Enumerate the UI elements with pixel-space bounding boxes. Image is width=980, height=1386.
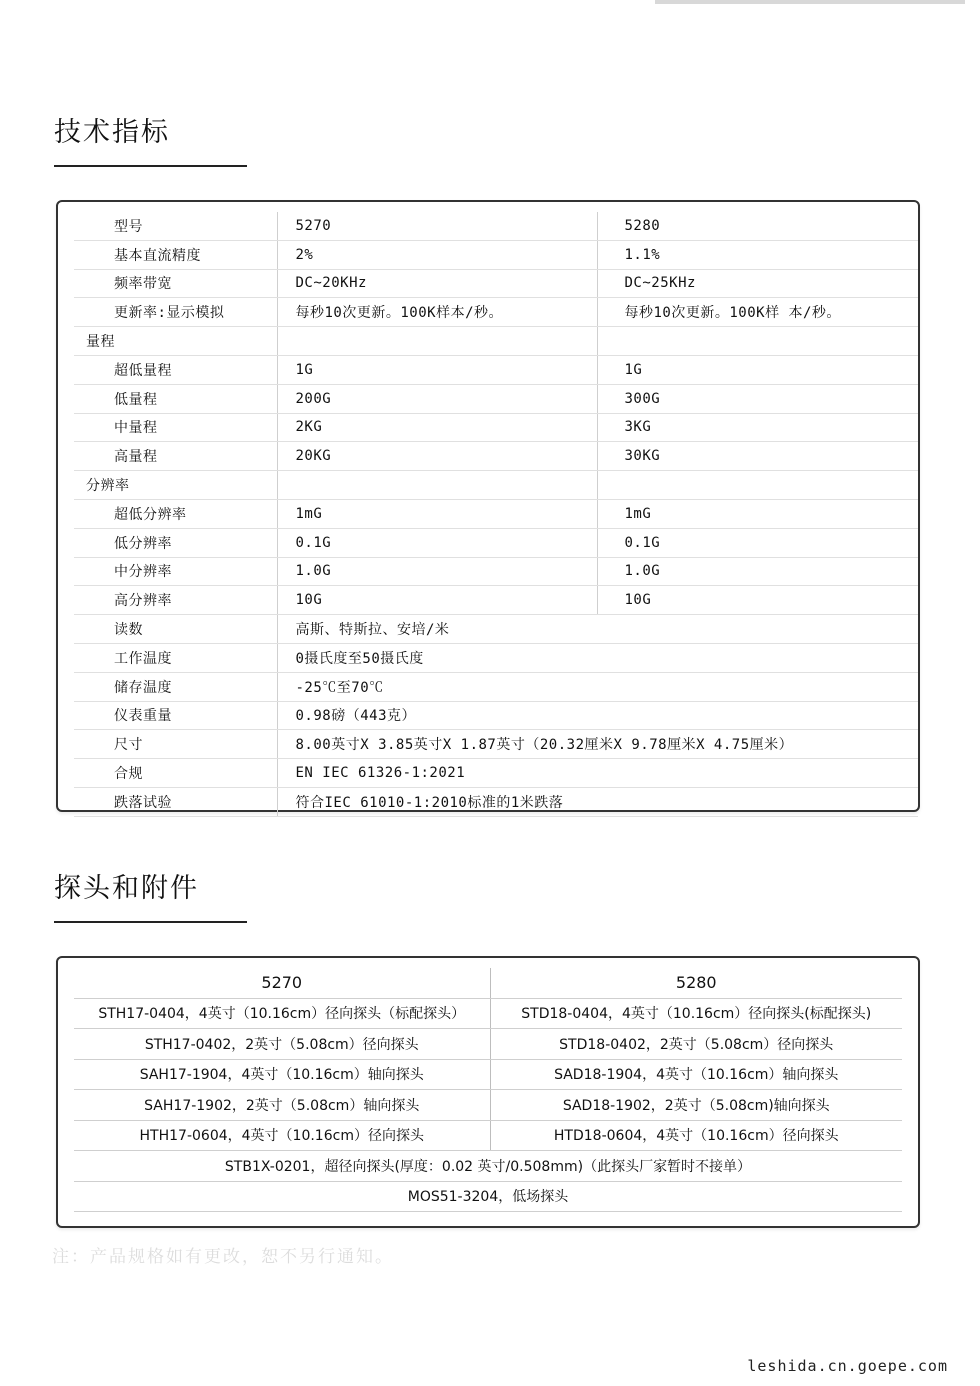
spec-row — [74, 730, 918, 759]
spec-value-5270: 1mG — [277, 499, 597, 528]
spec-row — [74, 672, 918, 701]
accessories-header-5270: 5270 — [74, 968, 490, 998]
disclaimer-note: 注：产品规格如有更改，恕不另行通知。 — [52, 1247, 394, 1267]
accessory-row — [74, 1151, 902, 1182]
accessory-5270: HTH17-0604，4英寸（10.16cm）径向探头 — [74, 1120, 490, 1151]
spec-title-underline — [54, 165, 247, 167]
accessory-5280: SAD18-1902，2英寸（5.08cm)轴向探头 — [490, 1090, 902, 1121]
top-decoration-bar — [655, 0, 965, 4]
spec-row — [74, 212, 918, 240]
spec-value-5270: 1.0G — [277, 557, 597, 586]
spec-value-5280: 3KG — [597, 413, 918, 442]
spec-label: 工作温度 — [74, 643, 277, 672]
accessory-row — [74, 998, 902, 1029]
spec-value-5280: 1G — [597, 355, 918, 384]
spec-row — [74, 557, 918, 586]
spec-value-5270: 每秒10次更新。100K样本/秒。 — [277, 298, 597, 327]
spec-label: 高分辨率 — [74, 586, 277, 615]
spec-value-5280: 1.0G — [597, 557, 918, 586]
spec-row — [74, 240, 918, 269]
spec-value-5270: 0.1G — [277, 528, 597, 557]
accessory-5270: STH17-0404，4英寸（10.16cm）径向探头（标配探头） — [74, 998, 490, 1029]
spec-shared-value: EN IEC 61326-1:2021 — [277, 759, 918, 788]
spec-label: 频率带宽 — [74, 269, 277, 298]
spec-row — [74, 442, 918, 471]
spec-group-label: 量程 — [74, 327, 277, 356]
spec-label: 基本直流精度 — [74, 240, 277, 269]
accessories-table-panel — [56, 956, 920, 1228]
spec-value-5270: 5270 — [277, 212, 597, 240]
spec-shared-value: 0.98磅（443克） — [277, 701, 918, 730]
accessories-table — [74, 968, 902, 1212]
spec-value-5280: 1mG — [597, 499, 918, 528]
spec-label: 更新率:显示模拟 — [74, 298, 277, 327]
accessory-5270: STH17-0402，2英寸（5.08cm）径向探头 — [74, 1029, 490, 1060]
accessory-5280: STD18-0402，2英寸（5.08cm）径向探头 — [490, 1029, 902, 1060]
spec-row — [74, 528, 918, 557]
spec-empty-cell — [277, 471, 597, 500]
spec-value-5280: 30KG — [597, 442, 918, 471]
spec-row — [74, 413, 918, 442]
spec-label: 低分辨率 — [74, 528, 277, 557]
spec-shared-value: 0摄氏度至50摄氏度 — [277, 643, 918, 672]
spec-table — [74, 212, 918, 817]
accessories-header-row — [74, 968, 902, 998]
spec-value-5270: DC~20KHz — [277, 269, 597, 298]
spec-group-label: 分辨率 — [74, 471, 277, 500]
spec-value-5280: 10G — [597, 586, 918, 615]
spec-shared-value: 符合IEC 61010-1:2010标准的1米跌落 — [277, 787, 918, 816]
accessories-title-underline — [54, 921, 247, 923]
spec-label: 跌落试验 — [74, 787, 277, 816]
accessory-row — [74, 1090, 902, 1121]
spec-row — [74, 787, 918, 816]
spec-row — [74, 269, 918, 298]
spec-shared-value: 高斯、特斯拉、安培/米 — [277, 615, 918, 644]
spec-row — [74, 759, 918, 788]
spec-row — [74, 384, 918, 413]
accessory-row — [74, 1181, 902, 1212]
spec-label: 储存温度 — [74, 672, 277, 701]
spec-group-row — [74, 327, 918, 356]
spec-section-title: 技术指标 — [54, 117, 170, 148]
spec-empty-cell — [277, 327, 597, 356]
spec-value-5270: 1G — [277, 355, 597, 384]
accessory-shared: STB1X-0201，超径向探头(厚度：0.02 英寸/0.508mm)（此探头厂家暂时不接单） — [74, 1151, 902, 1182]
spec-value-5280: 1.1% — [597, 240, 918, 269]
accessory-shared: MOS51-3204，低场探头 — [74, 1181, 902, 1212]
accessories-section-title: 探头和附件 — [54, 873, 199, 904]
spec-row — [74, 499, 918, 528]
spec-shared-value: 8.00英寸X 3.85英寸X 1.87英寸（20.32厘米X 9.78厘米X 4.75厘米） — [277, 730, 918, 759]
accessory-5270: SAH17-1902，2英寸（5.08cm）轴向探头 — [74, 1090, 490, 1121]
spec-label: 超低量程 — [74, 355, 277, 384]
accessory-5270: SAH17-1904，4英寸（10.16cm）轴向探头 — [74, 1059, 490, 1090]
accessory-row — [74, 1120, 902, 1151]
spec-value-5270: 200G — [277, 384, 597, 413]
spec-empty-cell — [597, 327, 918, 356]
spec-value-5270: 2KG — [277, 413, 597, 442]
spec-table-panel — [56, 200, 920, 812]
spec-value-5280: 0.1G — [597, 528, 918, 557]
spec-label: 读数 — [74, 615, 277, 644]
spec-row — [74, 355, 918, 384]
spec-shared-value: -25℃至70℃ — [277, 672, 918, 701]
spec-value-5270: 10G — [277, 586, 597, 615]
spec-row — [74, 701, 918, 730]
spec-group-row — [74, 471, 918, 500]
spec-label: 型号 — [74, 212, 277, 240]
spec-label: 合规 — [74, 759, 277, 788]
spec-label: 高量程 — [74, 442, 277, 471]
spec-value-5280: 5280 — [597, 212, 918, 240]
accessory-5280: STD18-0404，4英寸（10.16cm）径向探头(标配探头) — [490, 998, 902, 1029]
spec-row — [74, 586, 918, 615]
spec-empty-cell — [597, 471, 918, 500]
accessory-5280: SAD18-1904，4英寸（10.16cm）轴向探头 — [490, 1059, 902, 1090]
footer-url: leshida.cn.goepe.com — [747, 1357, 948, 1375]
accessories-header-5280: 5280 — [490, 968, 902, 998]
spec-row — [74, 615, 918, 644]
spec-label: 仪表重量 — [74, 701, 277, 730]
spec-label: 中分辨率 — [74, 557, 277, 586]
accessory-row — [74, 1029, 902, 1060]
accessory-5280: HTD18-0604，4英寸（10.16cm）径向探头 — [490, 1120, 902, 1151]
spec-value-5270: 2% — [277, 240, 597, 269]
spec-label: 尺寸 — [74, 730, 277, 759]
spec-label: 超低分辨率 — [74, 499, 277, 528]
spec-value-5270: 20KG — [277, 442, 597, 471]
spec-label: 中量程 — [74, 413, 277, 442]
spec-value-5280: 每秒10次更新。100K样 本/秒。 — [597, 298, 918, 327]
spec-row — [74, 298, 918, 327]
spec-label: 低量程 — [74, 384, 277, 413]
spec-value-5280: DC~25KHz — [597, 269, 918, 298]
accessory-row — [74, 1059, 902, 1090]
spec-row — [74, 643, 918, 672]
spec-value-5280: 300G — [597, 384, 918, 413]
